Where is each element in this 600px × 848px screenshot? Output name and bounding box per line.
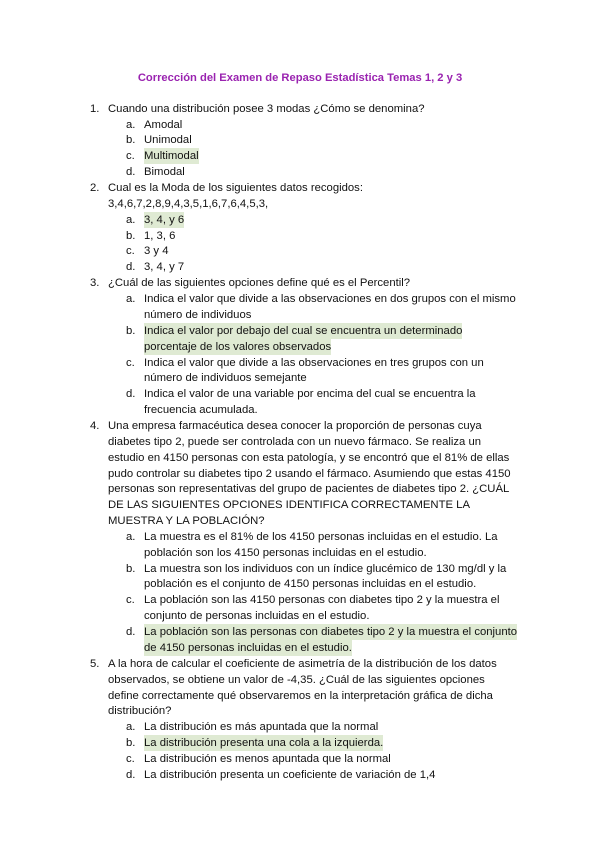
question-5-text-line: distribución? — [108, 705, 172, 717]
correct-answer-highlight: de 4150 personas incluidas en el estudio. — [144, 642, 352, 654]
option-4a-cont: población son los 4150 personas incluidas en el estudio. — [144, 547, 427, 559]
option-3a-cont: número de individuos — [144, 309, 252, 321]
question-4-text-line: DE LAS SIGUIENTES OPCIONES IDENTIFICA CORRECTAMENTE LA — [108, 499, 470, 511]
question-4-text-line: estudio en 4150 personas con esta patología, y se encontró que el 81% de ellas — [108, 452, 510, 464]
question-text: ¿Cuál de las siguientes opciones define qué es el Percentil? — [108, 277, 411, 289]
option-3d-cont: frecuencia acumulada. — [144, 404, 258, 416]
question-5-text-line: define correctamente qué observaremos en la interpretación gráfica de dicha — [108, 690, 493, 702]
correct-answer-highlight: La distribución presenta una cola a la izquierda. — [144, 737, 384, 749]
correct-answer-highlight: La población son las personas con diabetes tipo 2 y la muestra el conjunto — [144, 626, 518, 638]
question-number: 3. — [90, 277, 100, 289]
question-text: Cuando una distribución posee 3 modas ¿Cómo se denomina? — [108, 103, 425, 115]
question-number: 1. — [90, 103, 100, 115]
question-text: Una empresa farmacéutica desea conocer la proporción de personas cuya — [108, 420, 482, 432]
question-4-text-line: pudo controlar su diabetes tipo 2 usando el fármaco. Asumiendo que estas 4150 — [108, 468, 511, 480]
question-4-text-line: MUESTRA Y LA POBLACIÓN? — [108, 515, 265, 527]
option-3c-cont: número de individuos semejante — [144, 372, 307, 384]
correct-answer-highlight: Indica el valor por debajo del cual se encuentra un determinado — [144, 325, 463, 337]
document-title: Corrección del Examen de Repaso Estadística Temas 1, 2 y 3 — [137, 72, 463, 84]
question-4-text-line: personas son representativas del grupo de pacientes de diabetes tipo 2. ¿CUÁL — [108, 483, 510, 495]
option-4c-cont: conjunto de personas incluidas en el estudio. — [144, 610, 370, 622]
correct-answer-highlight: 3, 4, y 6 — [144, 214, 185, 226]
document-page: Corrección del Examen de Repaso Estadística Temas 1, 2 y 3 1. Cuando una distribución posee 3 modas ¿Cómo se denomina? a. Amodal b. Unimodal c. Multimodal d. Bimodal 2. Cual es la Moda de los siguientes datos recogidos: 3,4,6,7,2,8,9,4,3,5,1,6,7,6,4,5,3, a. 3, 4, y 6 b. 1, 3, 6 c. 3 y 4 d. 3, 4, y 7 3. ¿Cuál de las siguientes opciones define qué es el Percentil? a. Indica el valor que divide a las observaciones en dos grupos con el mismo número de individuos b. Indica el valor por debajo del cual se encuentra un determinado porcentaje de los valores observados c. Indica el valor que divide a las observaciones en tres grupos con un número de individuos semejante d. Indica el valor de una variable por encima del cual se encuentra la frecuencia acumulada. 4. Una empresa farmacéutica desea conocer la proporción de personas cuya diabetes tipo 2, puede ser controlada con un nuevo fármaco. Se realiza un estudio en 4150 personas con esta patología, y se encontró que el 81% de ellas pudo controlar su diabetes tipo 2 usando el fármaco. Asumiendo que estas 4150 personas son representativas del grupo de pacientes de diabetes tipo 2. ¿CUÁL DE LAS SIGUIENTES OPCIONES IDENTIFICA CORRECTAMENTE LA MUESTRA Y LA POBLACIÓN? a. La muestra es el 81% de los 4150 personas incluidas en el estudio. La población son los 4150 personas incluidas en el estudio. b. La muestra son los individuos con un índice glucémico de 130 mg/dl y la población es el conjunto de 4150 personas incluidas en el estudio. c. La población son las 4150 personas con diabetes tipo 2 y la muestra el conjunto de personas incluidas en el estudio. d. La población son las personas con diabetes tipo 2 y la muestra el conjunto de 4150 personas incluidas en el estudio. 5. A la hora de calcular el coeficiente de asimetría de la distribución de los datos observados, se obtiene un valor de -4,35. ¿Cuál de las siguientes opciones define correctamente qué observaremos en la interpretación gráfica de dicha distribución? a. La distribución es más apuntada que la normal b. La distribución presenta una cola a la izquierda. c. La distribución es menos apuntada que la normal d. La distribución presenta un coeficiente de variación de 1,4 — [0, 0, 600, 848]
option-4b-cont: población es el conjunto de 4150 personas incluidas en el estudio. — [144, 578, 477, 590]
question-number: 5. — [90, 658, 100, 670]
question-2-data: 3,4,6,7,2,8,9,4,3,5,1,6,7,6,4,5,3, — [108, 198, 269, 210]
question-number: 4. — [90, 420, 100, 432]
question-5-text-line: observados, se obtiene un valor de -4,35. ¿Cuál de las siguientes opciones — [108, 674, 485, 686]
question-number: 2. — [90, 182, 100, 194]
question-text: Cual es la Moda de los siguientes datos recogidos: — [108, 182, 363, 194]
question-text: A la hora de calcular el coeficiente de asimetría de la distribución de los datos — [108, 658, 497, 670]
correct-answer-highlight: porcentaje de los valores observados — [144, 341, 332, 353]
correct-answer-highlight: Multimodal — [144, 150, 199, 162]
question-4-text-line: diabetes tipo 2, puede ser controlada con un nuevo fármaco. Se realiza un — [108, 436, 482, 448]
